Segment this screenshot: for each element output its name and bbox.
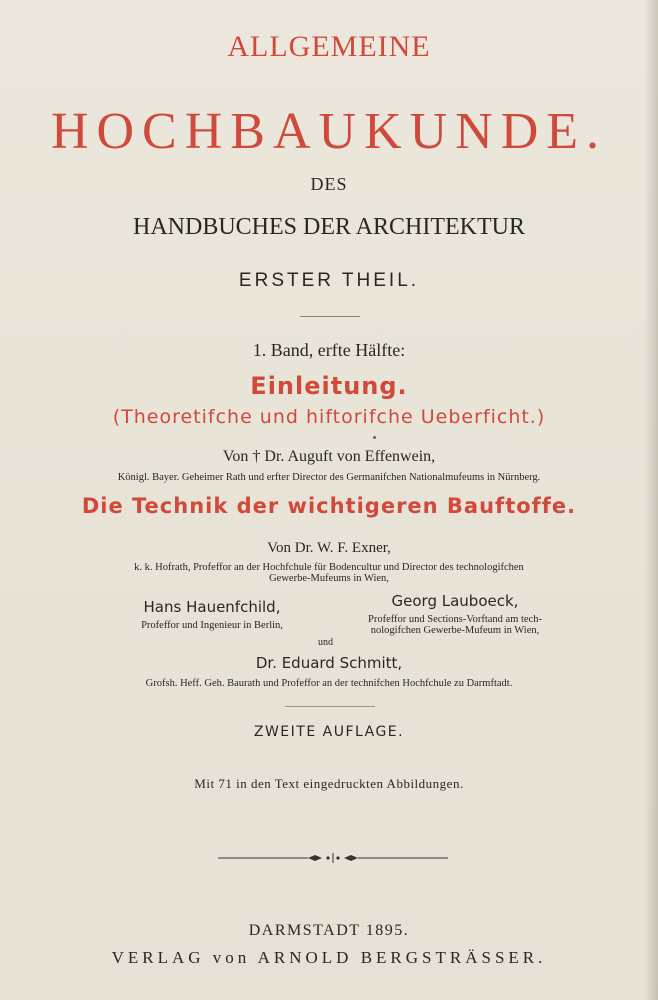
part-title: ERSTER THEIL. xyxy=(238,270,420,291)
author4-desc xyxy=(340,614,570,636)
section1-subtitle: (Theoretifche und hiftorifche Ueberficht.) xyxy=(112,406,546,428)
edition-line: ZWEITE AUFLAGE. xyxy=(253,724,405,740)
ornament-divider-icon xyxy=(218,848,448,868)
author2-desc-line-2: Gewerbe-Mufeums in Wien, xyxy=(269,573,389,584)
author4-name: Georg Lauboeck, xyxy=(391,592,519,610)
author4-desc-line-1: Profeffor und Sections-Vorftand am tech- xyxy=(368,614,542,625)
divider-rule xyxy=(300,316,360,317)
place-year: DARMSTADT 1895. xyxy=(248,922,410,939)
author3-name: Hans Hauenfchild, xyxy=(143,598,281,616)
author4-desc-line-2: nologifchen Gewerbe-Mufeum in Wien, xyxy=(370,625,540,636)
author5-desc: Grofsh. Heff. Geh. Baurath und Profeffor an der technifchen Hochfchule zu Darmftadt. xyxy=(145,678,513,689)
author1-line: Von † Dr. Auguft von Effenwein, xyxy=(222,448,436,465)
volume-line: 1. Band, erfte Hälfte: xyxy=(252,340,406,360)
series-title: HANDBUCHES DER ARCHITEKTUR xyxy=(132,214,525,240)
author2-desc-line-1: k. k. Hofrath, Profeffor an der Hochfchule für Bodencultur und Director des technologifchen xyxy=(134,562,524,573)
section2-title: Die Technik der wichtigeren Bauftoffe. xyxy=(81,494,577,518)
author5-name: Dr. Eduard Schmitt, xyxy=(255,654,403,672)
title-line-1: ALLGEMEINE xyxy=(227,30,431,63)
publisher: VERLAG von ARNOLD BERGSTRÄSSER. xyxy=(111,948,547,967)
und-conjunction: und xyxy=(318,637,333,648)
author3-block xyxy=(112,598,312,631)
author1-desc: Königl. Bayer. Geheimer Rath und erfter Director des Germanifchen Nationalmufeums in Nürnberg. xyxy=(117,472,541,483)
ink-dot xyxy=(373,436,376,439)
author2-desc xyxy=(0,562,658,584)
author2-line: Von Dr. W. F. Exner, xyxy=(267,540,391,556)
illustrations-line: Mit 71 in den Text eingedruckten Abbildungen. xyxy=(194,776,464,791)
des-line: DES xyxy=(310,174,348,194)
divider-rule-2 xyxy=(285,706,375,707)
title-line-2: HOCHBAUKUNDE. xyxy=(50,103,608,160)
author3-desc: Profeffor und Ingenieur in Berlin, xyxy=(141,620,283,631)
author4-block xyxy=(340,592,570,636)
section1-title: Einleitung. xyxy=(250,372,408,400)
